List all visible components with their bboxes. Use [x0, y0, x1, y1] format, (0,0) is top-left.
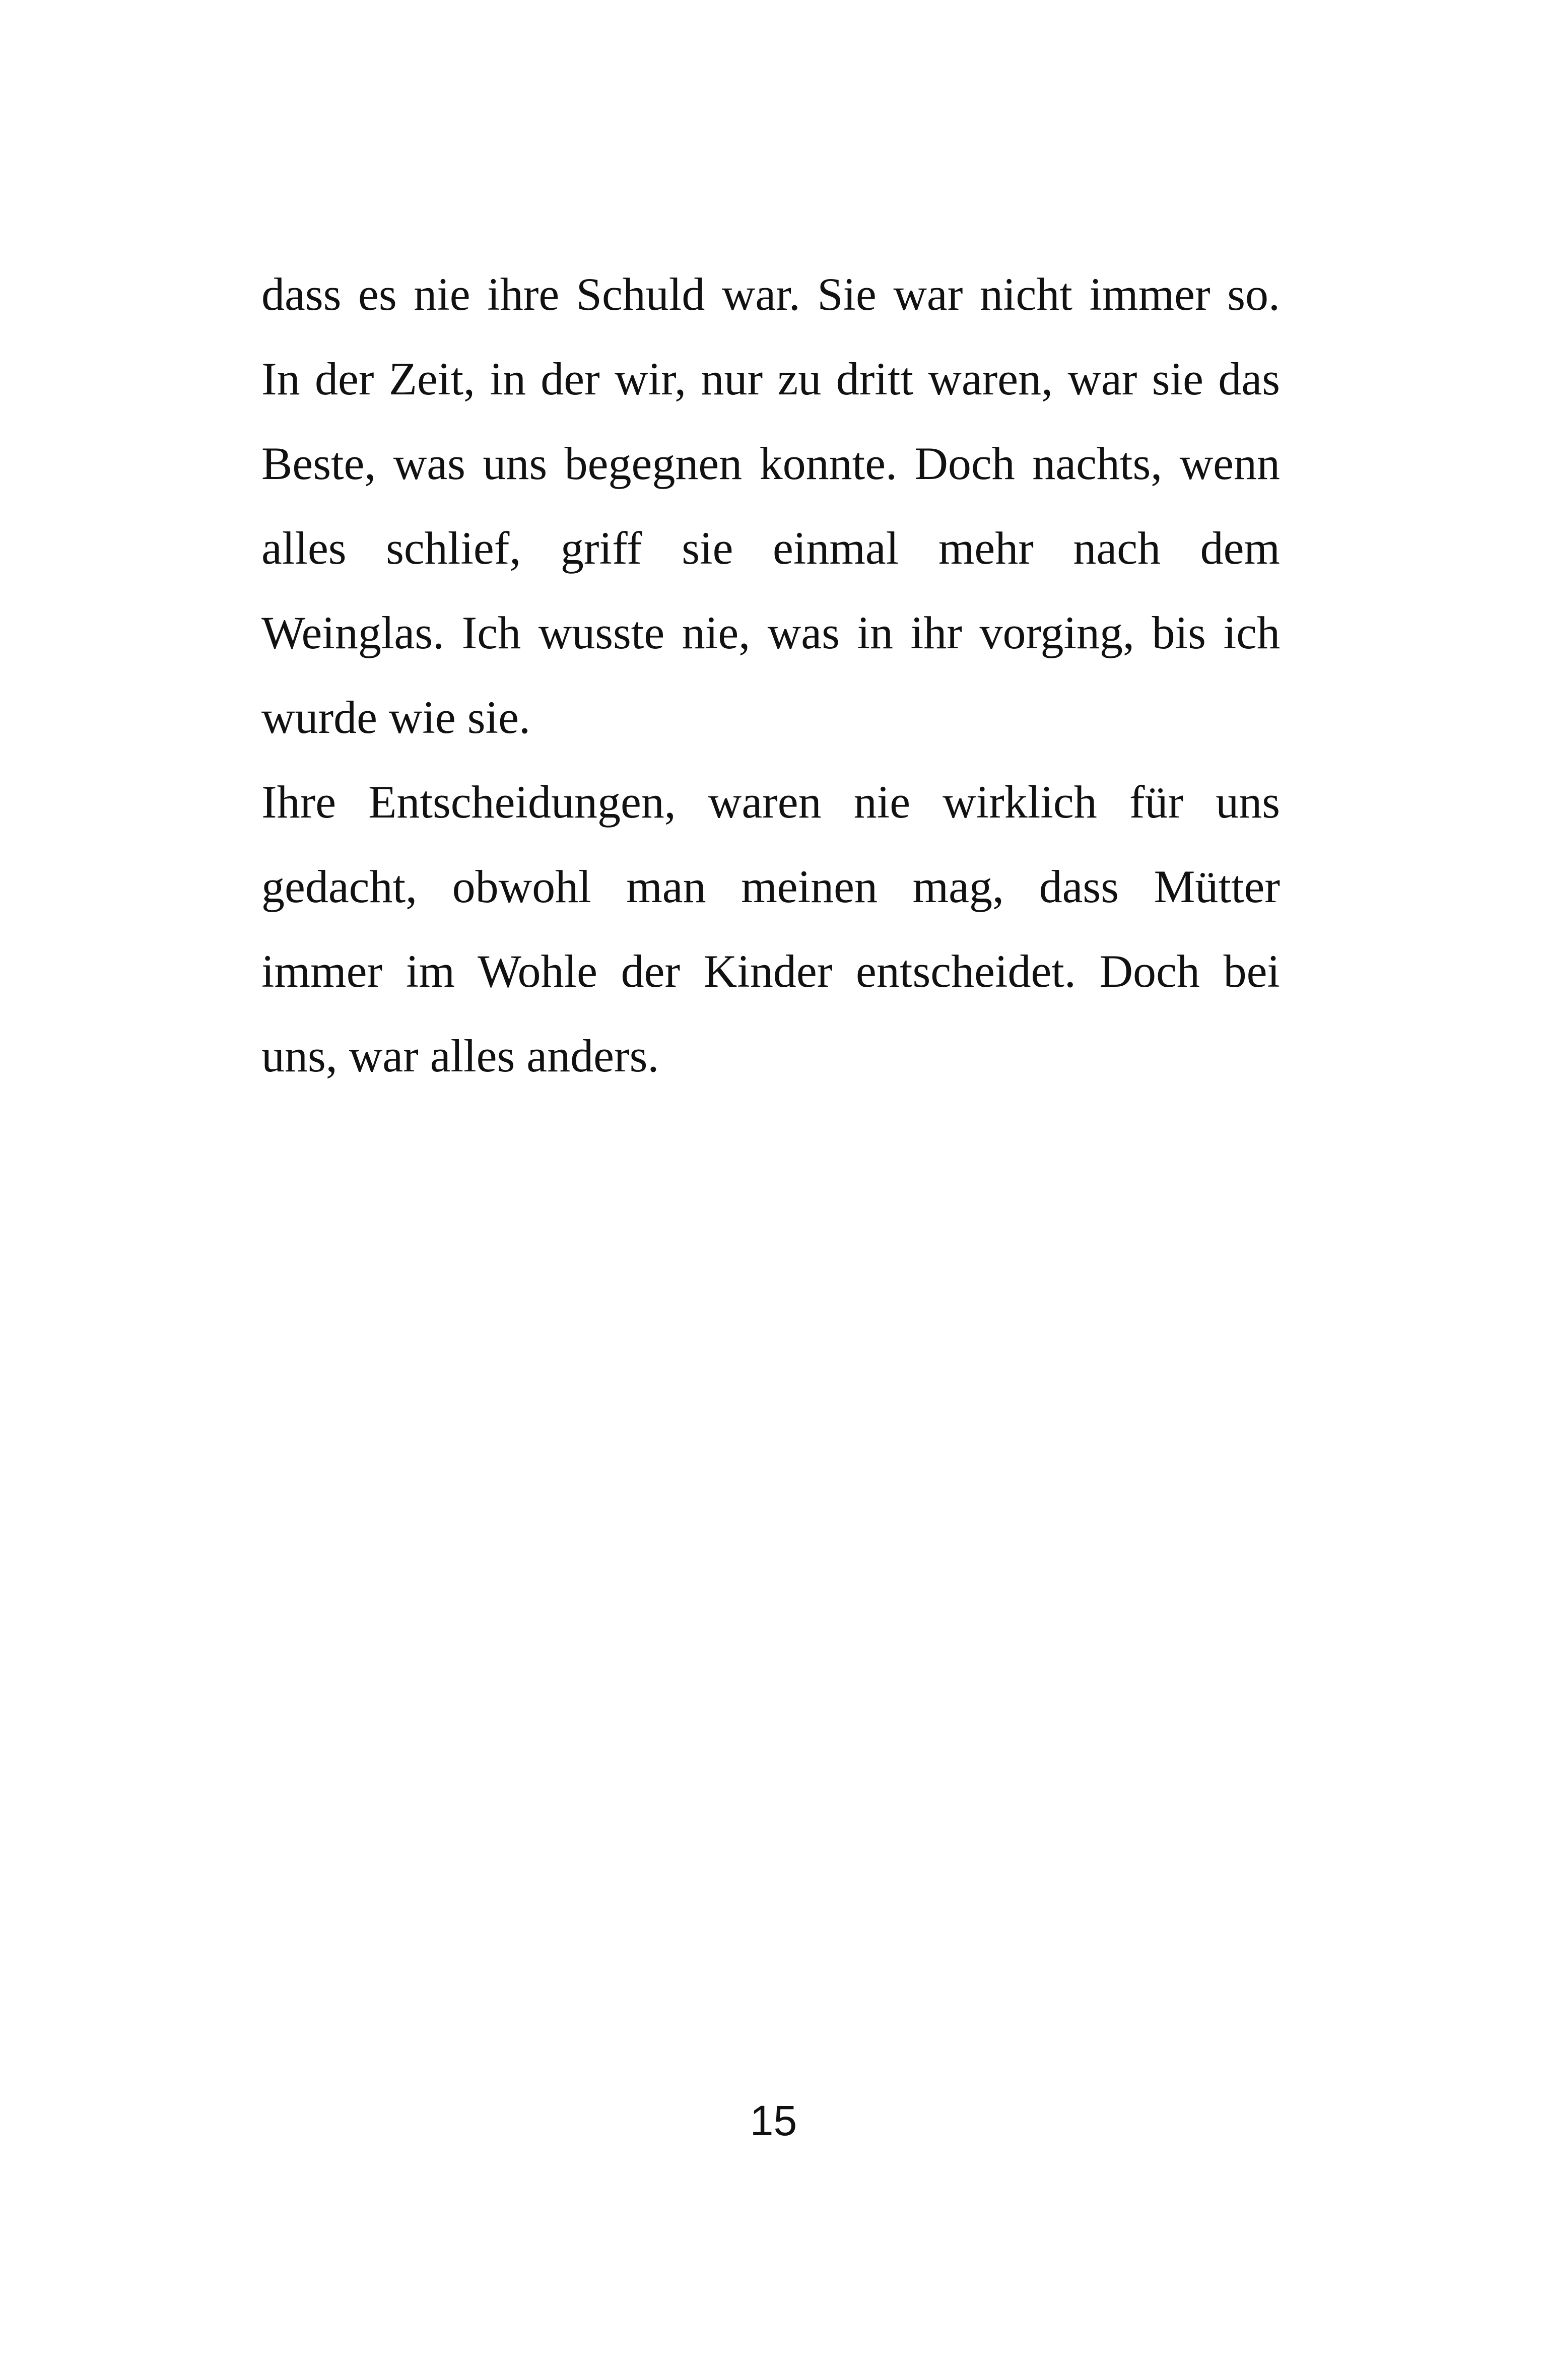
text-line-4: alles schlief, griff sie einmal mehr nach dem: [261, 522, 1280, 574]
body-text: [261, 252, 1280, 1098]
text-line-3: Beste, was uns begegnen konnte. Doch nachts, wenn: [261, 438, 1280, 489]
text-line-1: dass es nie ihre Schuld war. Sie war nicht immer so.: [261, 268, 1280, 320]
text-line-6: wurde wie sie.: [261, 692, 530, 743]
page-number: 15: [750, 2097, 797, 2144]
text-line-7: Ihre Entscheidungen, waren nie wirklich für uns: [261, 776, 1280, 828]
text-line-10: uns, war alles anders.: [261, 1030, 659, 1081]
text-line-8: gedacht, obwohl man meinen mag, dass Mütter: [261, 861, 1280, 912]
text-line-5: Weinglas. Ich wusste nie, was in ihr vorging, bis ich: [261, 607, 1280, 658]
text-line-2: In der Zeit, in der wir, nur zu dritt waren, war sie das: [261, 353, 1280, 404]
text-line-9: immer im Wohle der Kinder entscheidet. Doch bei: [261, 945, 1280, 997]
